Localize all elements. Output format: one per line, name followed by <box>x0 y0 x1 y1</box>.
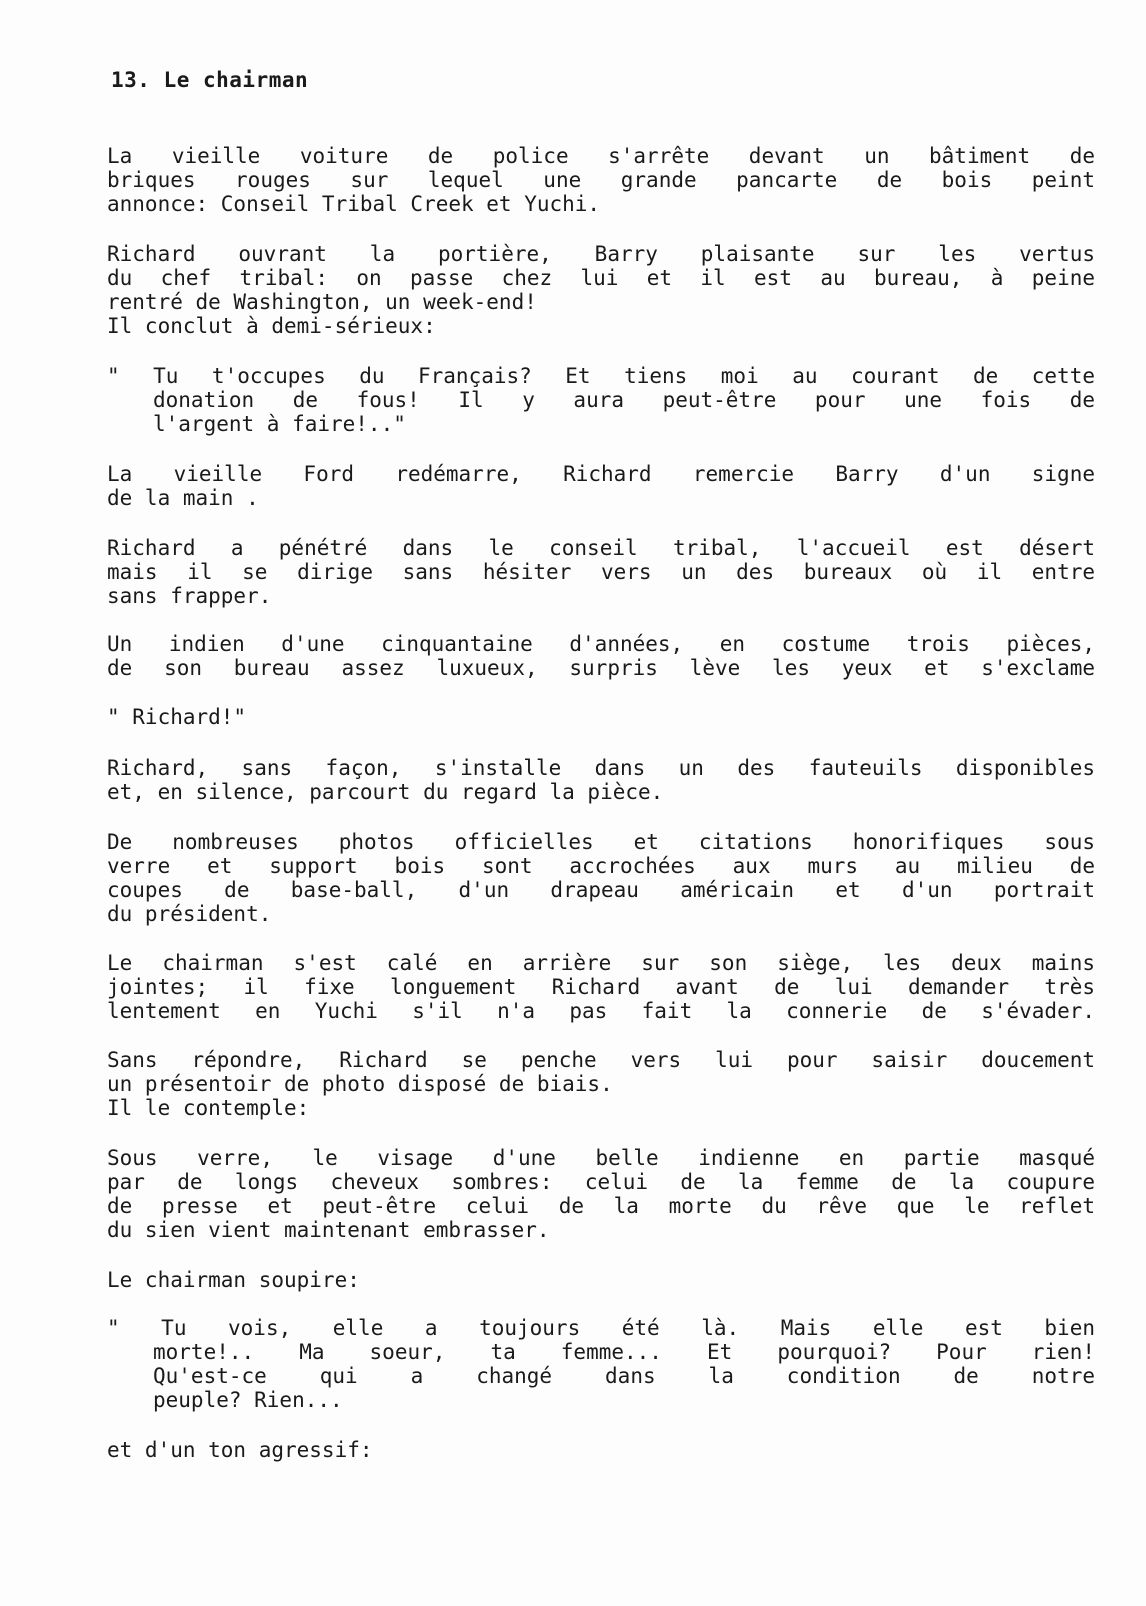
text-line: Qu'est-ce qui a changé dans la condition de notre <box>153 1364 1095 1388</box>
text-line: Il le contemple: <box>107 1096 310 1120</box>
text-line: La vieille Ford redémarre, Richard remercie Barry d'un signe <box>107 462 1095 486</box>
text-line: peuple? Rien... <box>153 1388 343 1412</box>
text-line: De nombreuses photos officielles et citations honorifiques sous <box>107 830 1095 854</box>
text-line: Richard a pénétré dans le conseil tribal, l'accueil est désert <box>107 536 1095 560</box>
text-line: par de longs cheveux sombres: celui de la femme de la coupure <box>107 1170 1095 1194</box>
paragraph <box>107 536 1095 608</box>
text-line: verre et support bois sont accrochées aux murs au milieu de <box>107 854 1095 878</box>
text-line: Le chairman soupire: <box>107 1268 360 1292</box>
text-line: de la main . <box>107 486 259 510</box>
text-line: morte!.. Ma soeur, ta femme... Et pourquoi? Pour rien! <box>153 1340 1095 1364</box>
text-line: et, en silence, parcourt du regard la pièce. <box>107 780 664 804</box>
quote-paragraph <box>107 705 1095 729</box>
text-line: " Tu t'occupes du Français? Et tiens moi au courant de cette <box>107 364 1095 388</box>
quote-paragraph <box>107 1316 1095 1412</box>
text-line: du président. <box>107 902 272 926</box>
text-line: Richard ouvrant la portière, Barry plaisante sur les vertus <box>107 242 1095 266</box>
text-line: annonce: Conseil Tribal Creek et Yuchi. <box>107 192 601 216</box>
text-line: Le chairman s'est calé en arrière sur son siège, les deux mains <box>107 951 1095 975</box>
paragraph <box>107 951 1095 1023</box>
paragraph <box>107 830 1095 926</box>
text-line: jointes; il fixe longuement Richard avant de lui demander très <box>107 975 1095 999</box>
text-line: " Richard!" <box>107 705 247 729</box>
text-line: La vieille voiture de police s'arrête devant un bâtiment de <box>107 144 1095 168</box>
paragraph <box>107 1438 1095 1462</box>
text-line: du chef tribal: on passe chez lui et il est au bureau, à peine <box>107 266 1095 290</box>
text-line: donation de fous! Il y aura peut-être pour une fois de <box>153 388 1095 412</box>
text-line: rentré de Washington, un week-end! <box>107 290 537 314</box>
text-line: de son bureau assez luxueux, surpris lève les yeux et s'exclame <box>107 656 1095 680</box>
paragraph <box>107 1048 1095 1120</box>
text-line: Sous verre, le visage d'une belle indienne en partie masqué <box>107 1146 1095 1170</box>
text-line: l'argent à faire!.." <box>153 412 406 436</box>
text-line: mais il se dirige sans hésiter vers un des bureaux où il entre <box>107 560 1095 584</box>
text-line: et d'un ton agressif: <box>107 1438 373 1462</box>
text-line: du sien vient maintenant embrasser. <box>107 1218 550 1242</box>
text-line: sans frapper. <box>107 584 272 608</box>
paragraph <box>107 242 1095 338</box>
text-line: Un indien d'une cinquantaine d'années, en costume trois pièces, <box>107 632 1095 656</box>
text-line: " Tu vois, elle a toujours été là. Mais elle est bien <box>107 1316 1095 1340</box>
paragraph <box>107 462 1095 510</box>
paragraph <box>107 632 1095 680</box>
text-line: un présentoir de photo disposé de biais. <box>107 1072 613 1096</box>
text-line: briques rouges sur lequel une grande pancarte de bois peint <box>107 168 1095 192</box>
text-line: de presse et peut-être celui de la morte du rêve que le reflet <box>107 1194 1095 1218</box>
paragraph <box>107 1146 1095 1242</box>
text-line: Sans répondre, Richard se penche vers lui pour saisir doucement <box>107 1048 1095 1072</box>
paragraph <box>107 1268 1095 1292</box>
paragraph <box>107 144 1095 216</box>
text-line: lentement en Yuchi s'il n'a pas fait la connerie de s'évader. <box>107 999 1095 1023</box>
paragraph <box>107 756 1095 804</box>
chapter-title: 13. Le chairman <box>111 68 309 92</box>
text-line: Il conclut à demi-sérieux: <box>107 314 436 338</box>
quote-paragraph <box>107 364 1095 436</box>
text-line: Richard, sans façon, s'installe dans un des fauteuils disponibles <box>107 756 1095 780</box>
text-line: coupes de base-ball, d'un drapeau américain et d'un portrait <box>107 878 1095 902</box>
